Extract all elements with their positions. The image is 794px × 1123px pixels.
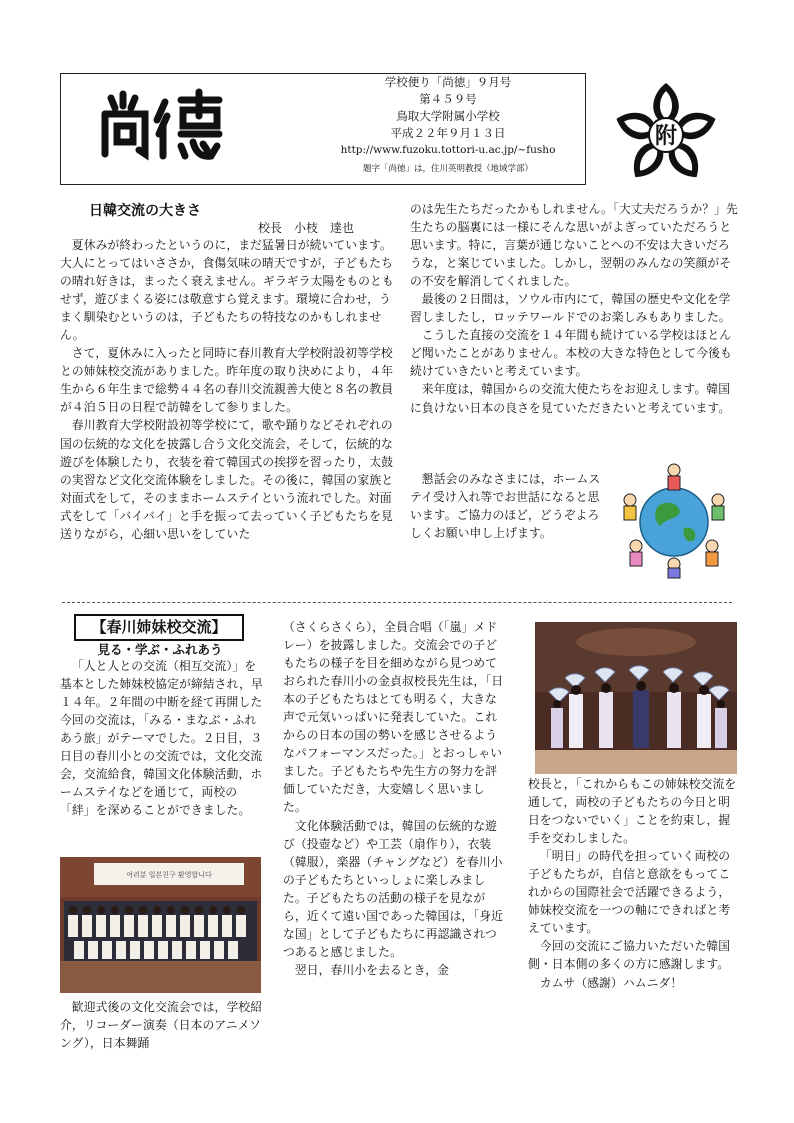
paragraph: 懇話会のみなさまには，ホームステイ受け入れ等でお世話になると思います。ご協力のほど，どうぞよろしくお願い申し上げます。 [410,472,601,541]
paragraph: 最後の２日間は，ソウル市内にて，韓国の歴史や文化を学習しましたし，ロッテワールドでのお楽しみもありました。 [410,292,731,325]
paragraph: 翌日，春川小を去るとき，金 [294,962,449,977]
paragraph: 歓迎式後の文化交流会では，学校紹介，リコーダー演奏（日本のアニメソング），日本舞踊 [60,1000,263,1051]
paragraph: さて，夏休みに入ったと同時に春川教育大学校附設初等学校との姉妹校交流がありました。昨年度の取り決めにより，４年生から６年生まで総勢４４名の春川交流親善大使と８名の教員が４泊５日の日程で訪韓をして参りました。 [60,346,394,415]
paragraph: 校長と，「これからもこの姉妹校交流を通して，両校の子どもたちの今日と明日をつないでいく」ことを約束し，握手を交わしました。 [528,777,737,846]
paragraph: 「人と人との交流（相互交流）」を基本とした姉妹校協定が締結され，早１４年。２年間の中断を経て再開した今回の交流は，「みる・まなぶ・ふれあう旅」がテーマでした。２日目，３日目の春川小との交流では，文化交流会，交流給食，韓国文化体験活動，ホームステイなどを通じて，両校の「絆」を深めることができました。 [60,659,263,818]
article1-author: 校長 小枝 達也 [258,221,355,235]
article1-column-1 [60,236,396,543]
article1-column-2 [410,200,740,417]
article2-column-1 [60,657,265,819]
article2-column-3 [528,775,740,992]
paragraph: 「明日」の時代を担っていく両校の子どもたちが，自信と意欲をもってこれからの国際社会で活躍できるよう，姉妹校交流を一つの軸にできればと考えています。 [528,849,731,936]
article2-column-1b [60,998,265,1052]
paragraph: 夏休みが終わったというのに，まだ猛暑日が続いています。大人にとってはいささか，食傷気味の晴天ですが，子どもたちの晴れ好きは，まったく衰えません。ギラギラ太陽をものともせず，遊びまくる姿には敬意すら覚えます。環境に合わせ，うまく馴染むというのは，子どもたちの特技なのかもしれません。 [60,238,394,343]
masthead-calligraphy-logo [93,86,231,162]
newsletter-name: 学校便り「尚徳」９月号 [384,75,512,89]
article1-title: 日韓交流の大きさ [89,203,201,219]
section-divider [62,602,732,603]
article1-column-2-closing [410,470,610,542]
school-url[interactable]: http://www.fuzoku.tottori-u.ac.jp/~fusho [340,144,556,156]
issue-number: 第４５９号 [419,92,477,106]
paragraph: のは先生たちだったかもしれません。「大丈夫だろうか？」先生たちの脳裏には一様にそんな思いがよぎっていただろうと思います。特に，言葉が通じないことへの不安は大きいだろうな，と案じていました。しかし，翌朝のみんなの笑顔がその不安を解消してくれました。 [410,202,738,289]
school-name: 鳥取大学附属小学校 [396,109,500,123]
article2-column-2 [283,618,505,979]
group-photo [60,857,261,993]
paragraph: 来年度は，韓国からの交流大使たちをお迎えします。韓国に負けない日本の良さを見ていただきたいと考えています。 [410,382,731,415]
article2-title: 【春川姉妹校交流】 [74,614,244,641]
paragraph: こうした直接の交流を１４年間も続けている学校はほとんど聞いたことがありません。本校の大きな特色として今後も続けていきたいと考えています。 [410,328,732,379]
paragraph: （さくらさくら），全員合唱（「嵐」メドレー）を披露しました。交流会での子どもたちの様子を目を細めながら見つめておられた春川小の金貞叔校長先生は，「日本の子どもたちはとても明るく，大きな声で元気いっぱいに発表していた。これからの日本の国の勢いを感じさせるようなパフォーマンスだった。」とおっしゃいました。子どもたちや先生方の努力を評価していただき，大変嬉しく思いました。 [283,620,504,815]
title-credit: 題字「尚徳」は，住川英明教授（地域学部） [362,164,533,174]
paragraph: 春川教育大学校附設初等学校にて，歌や踊りなどそれぞれの国の伝統的な文化を披露し合う文化交流会，そして，伝統的な遊びを体験したり，衣装を着て韓国式の挨拶を習ったり，太鼓の実習など文化交流体験をしました。その後に，韓国の家族と対面式をして，そのままホームステイという流れでした。対面式をして「バイバイ」と手を振って去っていく子どもたちを見送りながら，心細い思いをしていた [60,418,394,541]
masthead-info [318,74,578,178]
welcome-banner: 여러분 일본친구 환영합니다 [126,871,212,879]
paragraph: 文化体験活動では，韓国の伝統的な遊び（投壺など）や工芸（扇作り），衣装（韓服），楽器（チャングなど）を春川小の子どもたちといっしょに楽しみました。子どもたちの活動の様子を見ながら，近くて遠い国であった韓国は，「身近な国」として子どもたちに再認識されつつあると感じました。 [283,818,504,959]
dance-performance-photo [535,622,737,774]
emblem-lettering: 附 [654,123,678,149]
paragraph: カムサ（感謝）ハムニダ！ [539,975,683,990]
school-emblem [603,76,729,194]
paragraph: 今回の交流にご協力いただいた韓国側・日本側の多くの方に感謝します。 [528,939,731,972]
issue-date: 平成２２年９月１３日 [390,126,506,140]
children-globe-illustration [614,460,734,580]
article2-subtitle: 見る・学ぶ・ふれあう [97,642,223,657]
